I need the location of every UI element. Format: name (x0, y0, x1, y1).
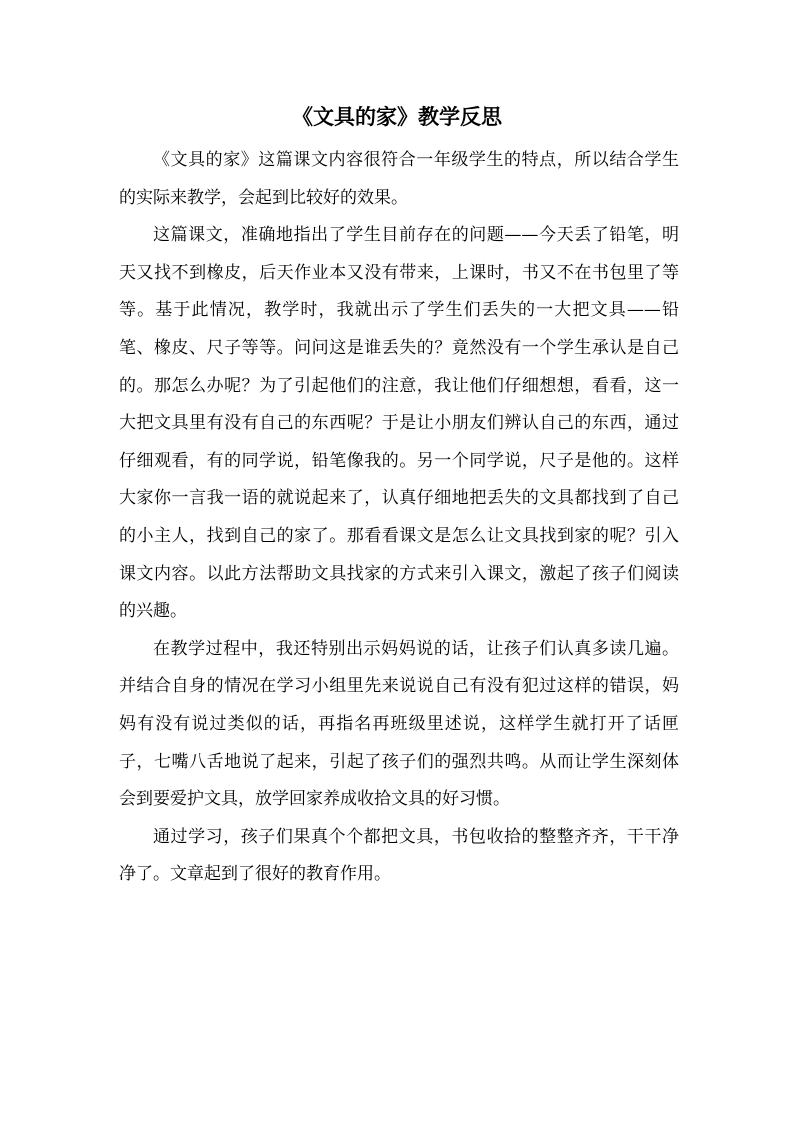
paragraph-lesson-analysis: 这篇课文，准确地指出了学生目前存在的问题——今天丢了铅笔，明天又找不到橡皮，后天作业本又没有带来，上课时，书又不在书包里了等等。基于此情况，教学时，我就出示了学生们丢失的一大把文具——铅笔、橡皮、尺子等等。问问这是谁丢失的？竟然没有一个学生承认是自己的。那怎么办呢？为了引起他们的注意，我让他们仔细想想，看看，这一大把文具里有没有自己的东西呢？于是让小朋友们辨认自己的东西，通过仔细观看，有的同学说，铅笔像我的。另一个同学说，尺子是他的。这样大家你一言我一语的就说起来了，认真仔细地把丢失的文具都找到了自己的小主人，找到自己的家了。那看看课文是怎么让文具找到家的呢？引入课文内容。以此方法帮助文具找家的方式来引入课文，激起了孩子们阅读的兴趣。 (119, 225, 679, 622)
paragraph-conclusion: 通过学习，孩子们果真个个都把文具，书包收拾的整整齐齐，干干净净了。文章起到了很好的教育作用。 (119, 826, 679, 885)
document-body (119, 142, 679, 894)
paragraph-teaching-process: 在教学过程中，我还特别出示妈妈说的话，让孩子们认真多读几遍。并结合自身的情况在学习小组里先来说说自己有没有犯过这样的错误，妈妈有没有说过类似的话，再指名再班级里述说，这样学生就打开了话匣子，七嘴八舌地说了起来，引起了孩子们的强烈共鸣。从而让学生深刻体会到要爱护文具，放学回家养成收拾文具的好习惯。 (119, 638, 679, 810)
paragraph-intro: 《文具的家》这篇课文内容很符合一年级学生的特点，所以结合学生的实际来教学，会起到比较好的效果。 (119, 150, 679, 208)
document-title: 《文具的家》教学反思 (292, 104, 502, 129)
